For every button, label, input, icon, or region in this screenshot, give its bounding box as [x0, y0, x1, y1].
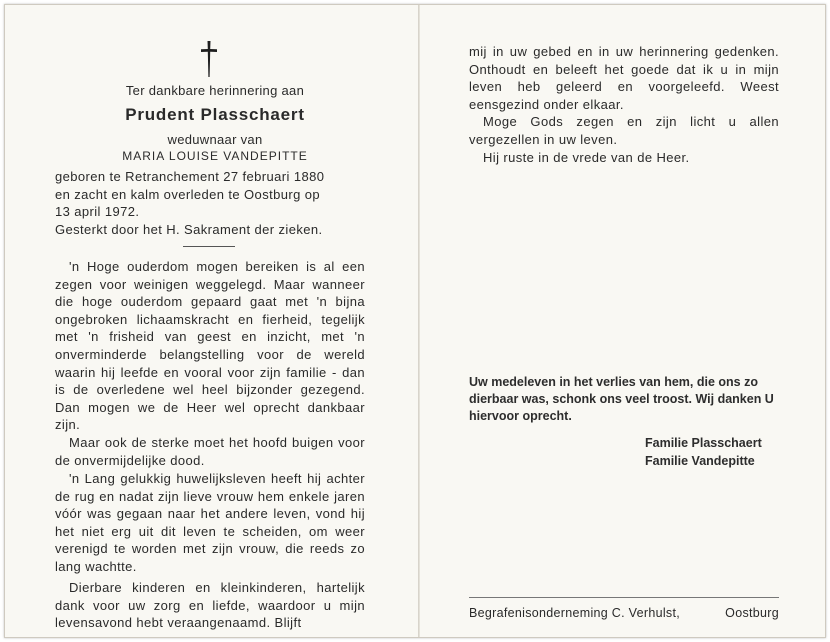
paragraph-1-text: 'n Hoge ouderdom mogen bereiken is al een zegen voor weinigen weggelegd. Maar wanneer die hoge ouderdom gepaard gaat met 'n bijna ongebroken lichaamskracht en fierheid, tegelijk met 'n frisheid van geest en inzicht, met 'n onverminderde belangstelling voor de wereld waarin hij leefde en vooral voor zijn familie - dan is de overledene wel heel bijzonder gezegend. Dan mogen we de Heer wel oprecht dankbaar zijn. [55, 259, 365, 433]
right-paragraph-3-text: Hij ruste in de vrede van de Heer. [483, 149, 690, 165]
bio-line: 13 april 1972. [55, 204, 140, 220]
thanks-message: Uw medeleven in het verlies van hem, die ons zo dierbaar was, schonk ons veel troost. Wij danken U hiervoor oprecht. [469, 375, 774, 423]
undertaker-name: Begrafenisonderneming C. Verhulst, [469, 606, 681, 620]
bio-line: en zacht en kalm overleden te Oostburg op [55, 186, 320, 202]
undertaker-place: Oostburg [725, 606, 779, 620]
paragraph-3 [55, 470, 365, 576]
paragraph-1 [55, 258, 365, 469]
divider [183, 246, 235, 247]
family-name: Familie Plasschaert [645, 436, 762, 450]
right-paragraph-2-text: Moge Gods zegen en zijn licht u allen vergezellen in uw leven. [469, 114, 779, 147]
paragraph-4-text: Dierbare kinderen en kleinkinderen, hartelijk dank voor uw zorg en liefde, waardoor u mijn levensavond hebt veraangenaamd. Blijft [55, 580, 365, 631]
bio-line: geboren te Retranchement 27 februari 1880 [55, 169, 325, 184]
card-fold [418, 5, 420, 637]
right-page [469, 5, 789, 637]
undertaker-line [469, 606, 779, 620]
sacrament-line: Gesterkt door het H. Sakrament der zieken. [55, 221, 323, 237]
right-paragraph-1-text: mij in uw gebed en in uw herinnering gedenken. Onthoudt en beleeft het goede dat ik u in mijn leven heb geleerd en voorgeleefd. Weest eensgezind onder elkaar. [469, 44, 779, 112]
spouse-name: MARIA LOUISE VANDEPITTE [122, 149, 308, 163]
intro-text: Ter dankbare herinnering aan [125, 83, 305, 98]
memorial-card [4, 4, 826, 638]
bio-block [55, 168, 365, 238]
family-name: Familie Vandepitte [645, 454, 755, 468]
paragraph-3-text: 'n Lang gelukkig huwelijksleven heeft hij achter de rug en nadat zijn lieve vrouw hem enkele jaren vóór was gegaan naar het andere leven, vond hij het niet erg uit dit leven te scheiden, om weer verenigd te worden met zijn vrouw, die reeds zo lang wachtte. [55, 471, 365, 574]
latin-cross-icon [197, 39, 221, 79]
paragraph-2-text: Maar ook de sterke moet het hoofd buigen voor de onvermijdelijke dood. [55, 434, 365, 468]
deceased-name: Prudent Plasschaert [125, 105, 305, 124]
left-page [55, 5, 375, 637]
right-paragraph-1 [469, 43, 779, 166]
relation-text: weduwnaar van [167, 132, 263, 147]
paragraph-4 [55, 579, 365, 632]
footer-divider [469, 597, 779, 598]
family-signatures [645, 434, 762, 470]
